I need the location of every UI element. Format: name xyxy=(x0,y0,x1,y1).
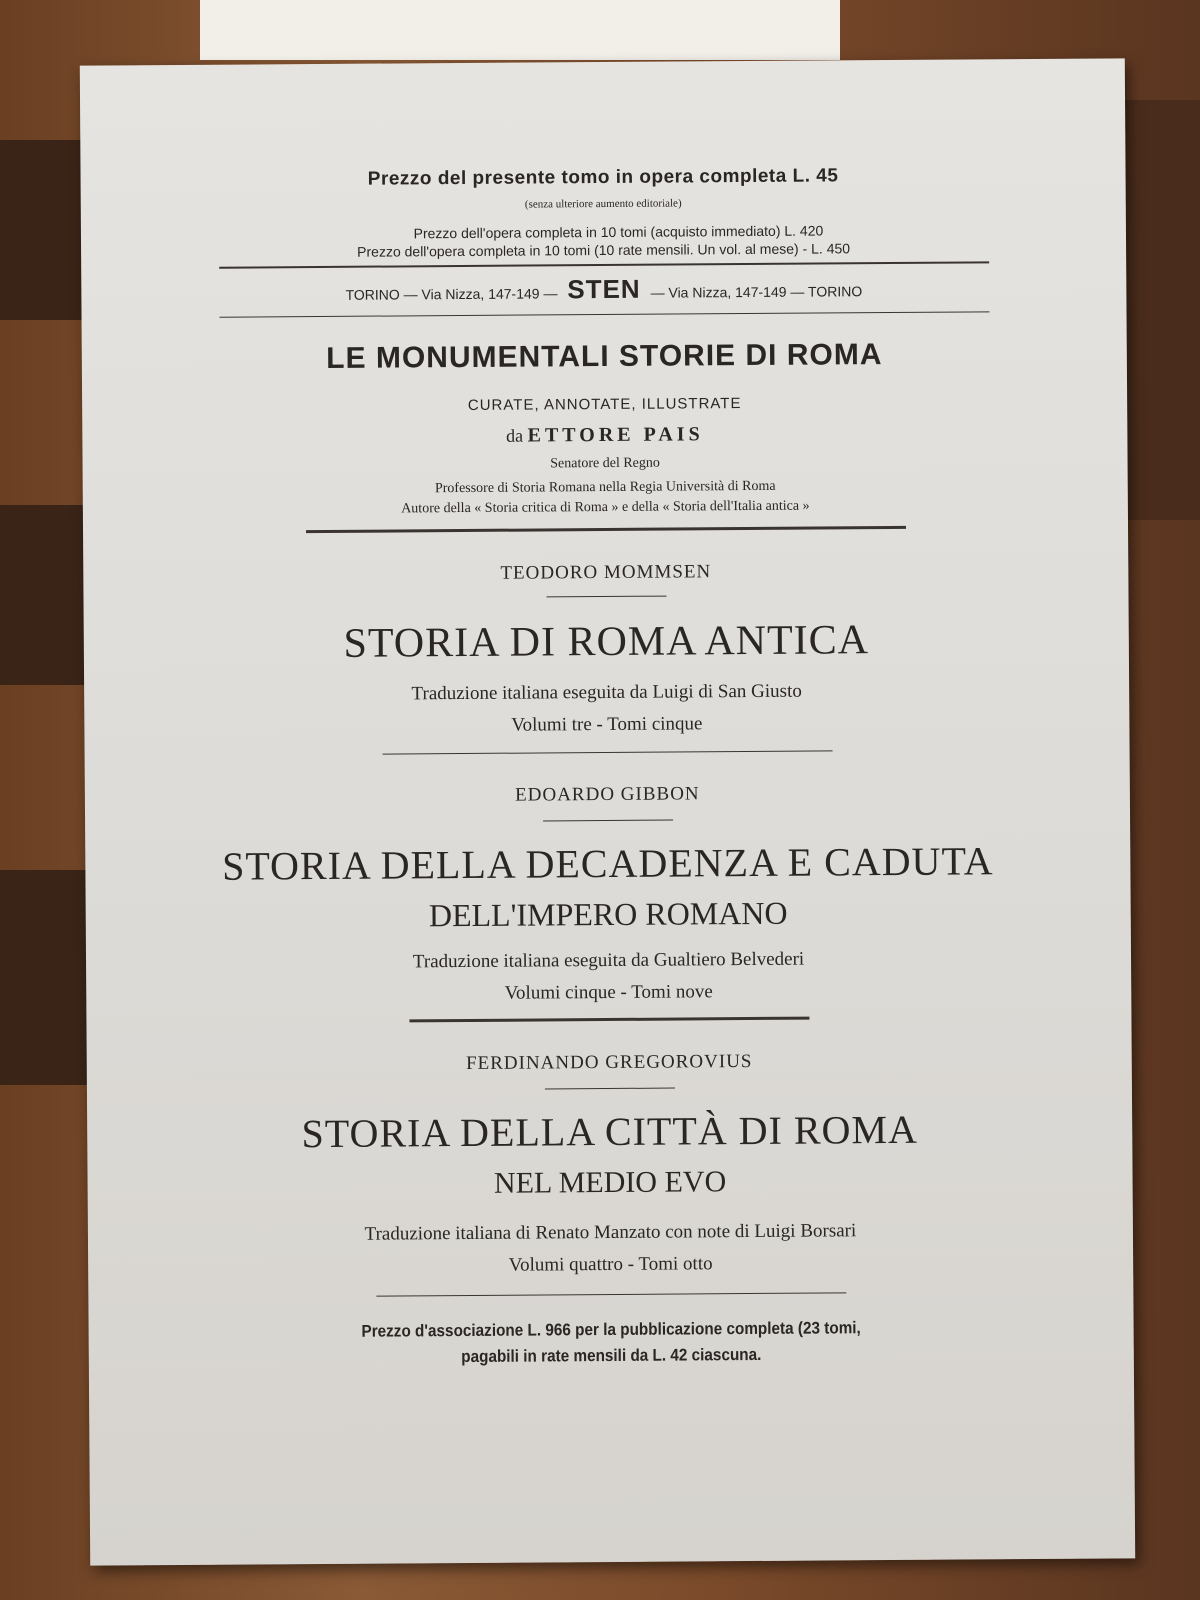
editor-name: ETTORE PAIS xyxy=(527,423,704,447)
work-title: STORIA DELLA DECADENZA E CADUTA xyxy=(221,838,994,889)
work-title: STORIA DELLA CITTÀ DI ROMA xyxy=(301,1106,919,1157)
divider xyxy=(543,820,673,822)
divider xyxy=(544,1088,674,1090)
divider xyxy=(219,311,989,317)
publisher-right: — Via Nizza, 147-149 — TORINO xyxy=(650,283,863,301)
background-paper xyxy=(200,0,840,60)
work-translation: Traduzione italiana eseguita da Gualtiero Belvederi xyxy=(412,948,805,973)
footer-line-1: Prezzo d'associazione L. 966 per la pubblicazione completa (23 tomi, xyxy=(361,1318,861,1341)
work-translation: Traduzione italiana eseguita da Luigi di San Giusto xyxy=(411,680,802,705)
divider xyxy=(306,526,906,533)
work-author: TEODORO MOMMSEN xyxy=(500,561,712,584)
series-editor xyxy=(82,420,1127,450)
divider xyxy=(546,596,666,598)
work-volumes: Volumi quattro - Tomi otto xyxy=(508,1253,713,1276)
series-title: LE MONUMENTALI STORIE DI ROMA xyxy=(326,338,883,375)
divider xyxy=(382,750,832,754)
editor-role: Senatore del Regno xyxy=(550,455,660,472)
divider xyxy=(219,261,989,268)
work-volumes: Volumi tre - Tomi cinque xyxy=(511,713,703,736)
work-author: EDOARDO GIBBON xyxy=(515,783,700,806)
work-author: FERDINANDO GREGOROVIUS xyxy=(465,1050,753,1074)
divider xyxy=(409,1017,809,1023)
price-headline: Prezzo del presente tomo in opera completa L. 45 xyxy=(367,165,839,190)
series-subtitle: CURATE, ANNOTATE, ILLUSTRATE xyxy=(467,395,742,414)
publisher-line xyxy=(81,270,1126,308)
divider xyxy=(376,1292,846,1296)
book-back-cover xyxy=(80,58,1135,1565)
editor-line-2: Autore della « Storia critica di Roma » e della « Storia dell'Italia antica » xyxy=(401,498,810,517)
editor-line-1: Professore di Storia Romana nella Regia Università di Roma xyxy=(434,478,776,497)
publisher-left: TORINO — Via Nizza, 147-149 — xyxy=(345,285,558,303)
work-title-2: NEL MEDIO EVO xyxy=(493,1165,727,1200)
chair-slat xyxy=(0,870,90,1085)
work-translation: Traduzione italiana di Renato Manzato con note di Luigi Borsari xyxy=(364,1220,857,1245)
editor-prefix: da xyxy=(506,425,524,446)
work-volumes: Volumi cinque - Tomi nove xyxy=(504,981,713,1004)
price-line-1: Prezzo dell'opera completa in 10 tomi (acquisto immediato) L. 420 xyxy=(413,222,824,242)
footer-line-2: pagabili in rate mensili da L. 42 ciascuna. xyxy=(461,1344,762,1367)
price-line-2: Prezzo dell'opera completa in 10 tomi (10 rate mensili. Un vol. al mese) - L. 450 xyxy=(357,240,851,260)
work-title: STORIA DI ROMA ANTICA xyxy=(343,617,870,667)
price-note: (senza ulteriore aumento editoriale) xyxy=(524,197,682,211)
work-title-2: DELL'IMPERO ROMANO xyxy=(428,894,788,934)
publisher-name: STEN xyxy=(567,273,641,305)
